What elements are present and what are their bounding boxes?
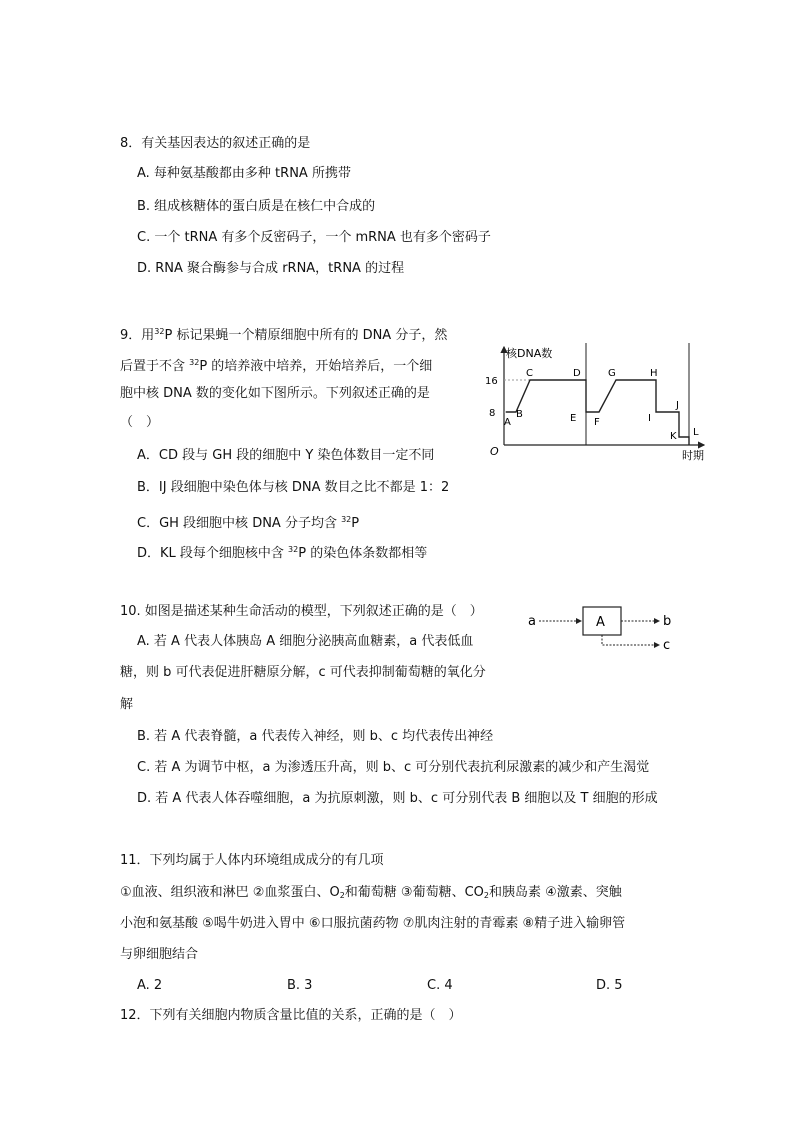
q10-option-a-line2: 糖，则 b 可代表促进肝糖原分解，c 可代表抑制葡萄糖的氧化分 xyxy=(120,665,486,680)
arrow-box-to-c xyxy=(602,635,659,645)
q11-option-b: B. 3 xyxy=(287,978,313,993)
point-f: F xyxy=(594,417,600,428)
point-h: H xyxy=(650,368,658,379)
point-k: K xyxy=(670,431,677,442)
point-j: J xyxy=(676,400,679,411)
q9-stem-line2: 后置于不含 $^{32}$P 的培养液中培养，开始培养后，一个细 xyxy=(120,358,433,374)
q11-option-c: C. 4 xyxy=(427,978,453,993)
graph-xlabel: 时期 xyxy=(682,449,704,462)
diagram-input-label: a xyxy=(528,614,536,629)
point-e: E xyxy=(570,413,577,424)
point-d: D xyxy=(573,368,581,379)
q11-items-line3: 与卵细胞结合 xyxy=(120,947,199,962)
q11-items-line1: ①血液、组织液和淋巴 ②血浆蛋白、$O_2$和葡萄糖 ③葡萄糖、$CO_2$和胰岛素 ④激素、突触 xyxy=(120,885,622,900)
q9-stem-line1: 9．用$^{32}$P 标记果蝇一个精原细胞中所有的 DNA 分子，然 xyxy=(120,327,448,343)
point-l: L xyxy=(693,427,699,438)
q8-option-a: A. 每种氨基酸都由多种 tRNA 所携带 xyxy=(137,166,351,181)
diagram-box-label: A xyxy=(596,615,605,630)
q10-option-a-line1: A. 若 A 代表人体胰岛 A 细胞分泌胰高血糖素，a 代表低血 xyxy=(137,634,474,649)
q9-option-c: C．GH 段细胞中核 DNA 分子均含 $^{32}$P xyxy=(137,515,360,531)
point-c: C xyxy=(526,368,533,379)
q11-items-line2: 小泡和氨基酸 ⑤喝牛奶进入胃中 ⑥口服抗菌药物 ⑦肌肉注射的青霉素 ⑧精子进入输卵管 xyxy=(120,916,626,931)
q8-option-d: D. RNA 聚合酶参与合成 rRNA，tRNA 的过程 xyxy=(137,261,405,276)
dna-content-graph xyxy=(476,335,720,470)
q8-option-b: B. 组成核糖体的蛋白质是在核仁中合成的 xyxy=(137,199,376,214)
point-i: I xyxy=(648,413,651,424)
q10-option-a-line3: 解 xyxy=(120,697,134,712)
q10-stem: 10. 如图是描述某种生命活动的模型，下列叙述正确的是（ ） xyxy=(120,604,483,619)
q9-option-b: B．IJ 段细胞中染色体与核 DNA 数目之比不都是 1：2 xyxy=(137,480,450,495)
dna-curve xyxy=(506,380,689,445)
model-diagram xyxy=(525,604,675,654)
diagram-output-c: c xyxy=(663,638,671,653)
q9-sup-1: 32 xyxy=(154,327,165,336)
point-g: G xyxy=(608,368,616,379)
q11-option-a: A. 2 xyxy=(137,978,163,993)
graph-ylabel: 核DNA数 xyxy=(506,347,553,360)
point-b: B xyxy=(516,409,523,420)
q12-stem: 12．下列有关细胞内物质含量比值的关系，正确的是（ ） xyxy=(120,1008,462,1023)
q10-option-b: B. 若 A 代表脊髓，a 代表传入神经，则 b、c 均代表传出神经 xyxy=(137,729,494,744)
y-tick-8: 8 xyxy=(489,408,496,419)
q8-option-c: C. 一个 tRNA 有多个反密码子，一个 mRNA 也有多个密码子 xyxy=(137,230,491,245)
q10-option-c: C. 若 A 为调节中枢，a 为渗透压升高，则 b、c 可分别代表抗利尿激素的减少和产生渴觉 xyxy=(137,760,650,775)
graph-origin: O xyxy=(490,445,499,458)
q9-sup-2: 32 xyxy=(189,358,200,367)
diagram-output-b: b xyxy=(663,614,672,629)
q11-option-d: D. 5 xyxy=(596,978,623,993)
q9-sup-4: 32 xyxy=(288,545,299,554)
q10-option-d: D. 若 A 代表人体吞噬细胞，a 为抗原刺激，则 b、c 可分别代表 B 细胞以及 T 细胞的形成 xyxy=(137,791,658,806)
q9-sup-3: 32 xyxy=(341,515,352,524)
q9-stem-line4: （ ） xyxy=(120,415,160,430)
y-tick-16: 16 xyxy=(485,376,498,387)
q11-stem: 11．下列均属于人体内环境组成成分的有几项 xyxy=(120,853,384,868)
q9-option-d: D．KL 段每个细胞核中含 $^{32}$P 的染色体条数都相等 xyxy=(137,545,428,561)
point-a: A xyxy=(504,417,511,428)
q9-stem-line3: 胞中核 DNA 数的变化如下图所示。下列叙述正确的是 xyxy=(120,386,430,401)
q8-stem: 8．有关基因表达的叙述正确的是 xyxy=(120,136,311,151)
q9-option-a: A．CD 段与 GH 段的细胞中 Y 染色体数目一定不同 xyxy=(137,448,435,463)
